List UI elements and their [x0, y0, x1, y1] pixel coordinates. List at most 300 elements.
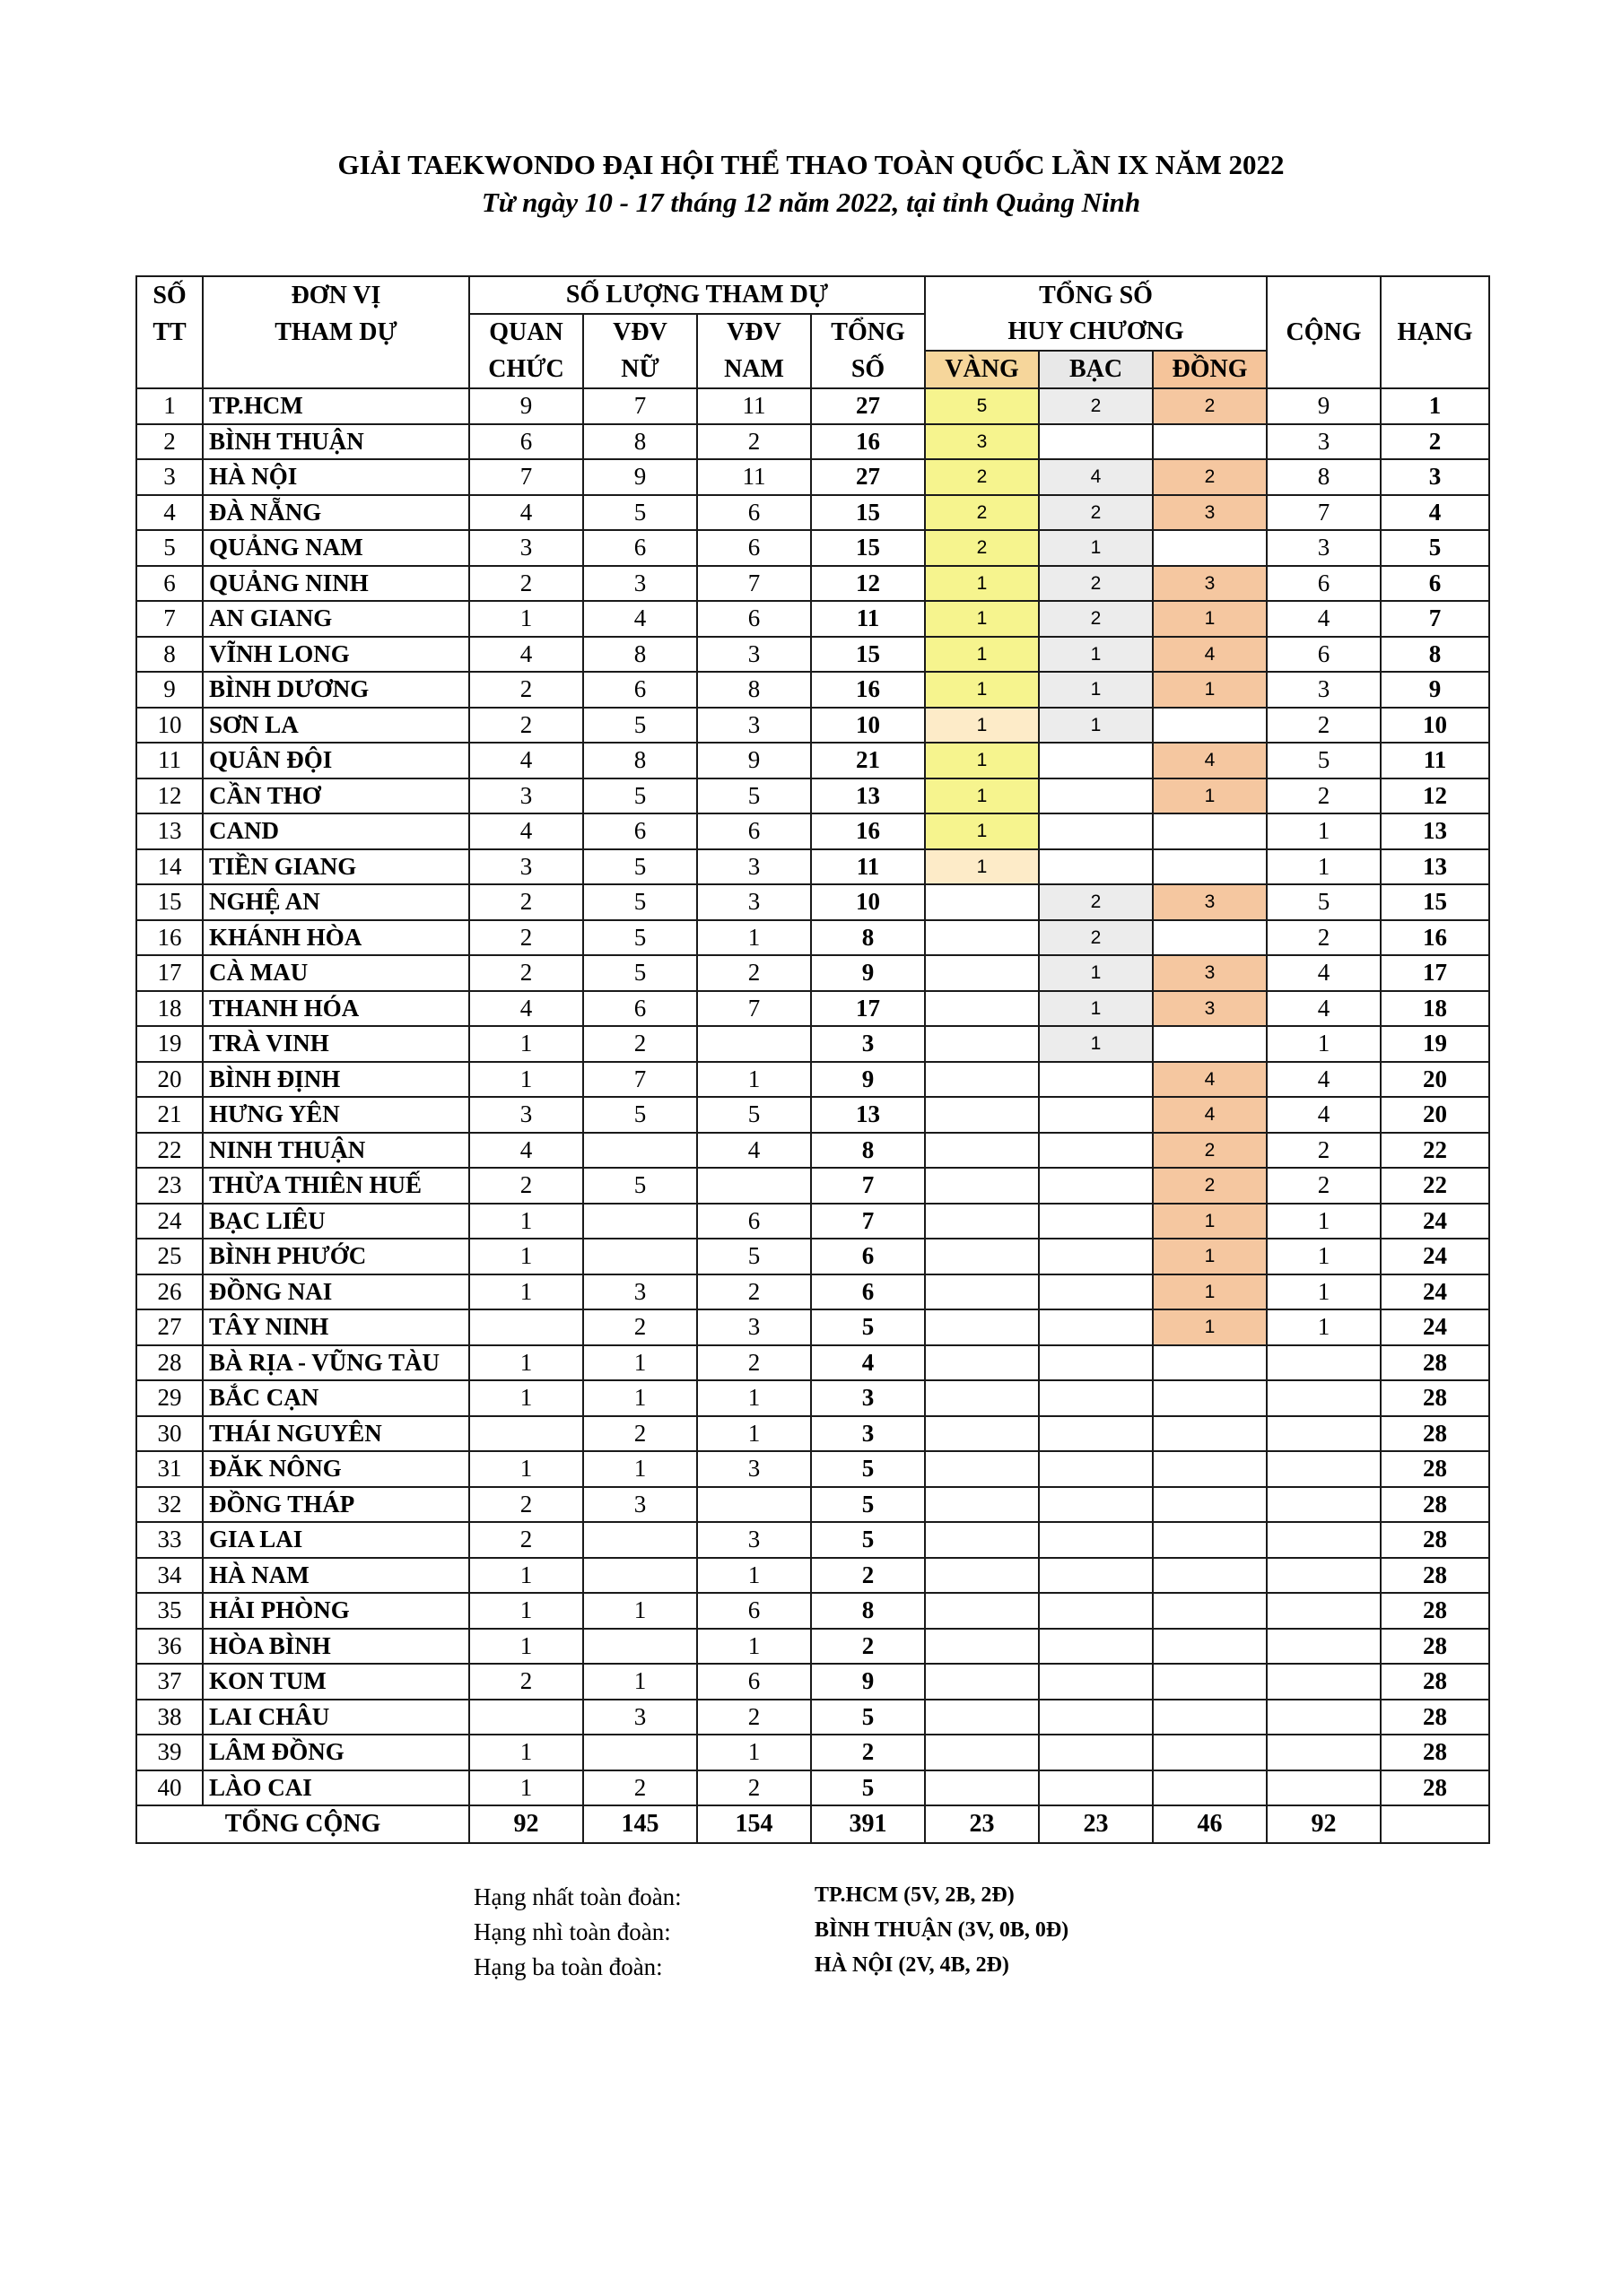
cell-sum [1267, 1345, 1381, 1381]
cell-female: 5 [583, 920, 697, 956]
cell-stt: 11 [136, 743, 203, 778]
cell-gold [925, 1239, 1039, 1274]
cell-female: 5 [583, 955, 697, 991]
cell-female: 5 [583, 708, 697, 744]
cell-total: 8 [811, 1133, 925, 1169]
cell-female: 8 [583, 424, 697, 460]
cell-sum: 2 [1267, 708, 1381, 744]
cell-male: 6 [697, 1593, 811, 1629]
cell-female [583, 1204, 697, 1239]
cell-rank: 24 [1381, 1274, 1489, 1310]
cell-officials: 2 [469, 566, 583, 602]
summary-first-value: TP.HCM (5V, 2B, 2Đ) [815, 1883, 1015, 1907]
cell-gold [925, 1345, 1039, 1381]
cell-bronze [1153, 1345, 1267, 1381]
cell-male: 6 [697, 495, 811, 531]
cell-bronze [1153, 1593, 1267, 1629]
cell-sum: 4 [1267, 1062, 1381, 1098]
cell-gold [925, 1380, 1039, 1416]
totals-sum: 92 [1267, 1805, 1381, 1843]
table-row [136, 566, 1489, 602]
cell-unit: TRÀ VINH [203, 1026, 469, 1062]
cell-gold [925, 1097, 1039, 1133]
cell-sum: 6 [1267, 566, 1381, 602]
table-row [136, 1700, 1489, 1735]
cell-female: 1 [583, 1345, 697, 1381]
cell-male: 6 [697, 1204, 811, 1239]
cell-female [583, 1735, 697, 1770]
cell-sum: 6 [1267, 637, 1381, 673]
table-row [136, 1558, 1489, 1594]
cell-stt: 32 [136, 1487, 203, 1523]
cell-rank: 2 [1381, 424, 1489, 460]
cell-unit: HƯNG YÊN [203, 1097, 469, 1133]
cell-total: 16 [811, 813, 925, 849]
cell-female: 3 [583, 566, 697, 602]
cell-rank: 28 [1381, 1522, 1489, 1558]
cell-male: 11 [697, 459, 811, 495]
cell-male: 3 [697, 637, 811, 673]
cell-bronze [1153, 1629, 1267, 1665]
table-row [136, 1487, 1489, 1523]
cell-unit: BẠC LIÊU [203, 1204, 469, 1239]
cell-gold [925, 1593, 1039, 1629]
cell-unit: QUẢNG NINH [203, 566, 469, 602]
cell-officials: 6 [469, 424, 583, 460]
cell-officials: 2 [469, 955, 583, 991]
cell-stt: 10 [136, 708, 203, 744]
cell-total: 13 [811, 1097, 925, 1133]
header-sum: CỘNG [1267, 314, 1381, 351]
header-stt-top: SỐ [136, 276, 203, 314]
cell-rank: 5 [1381, 530, 1489, 566]
cell-bronze: 3 [1153, 566, 1267, 602]
totals-rank [1381, 1805, 1489, 1843]
cell-stt: 21 [136, 1097, 203, 1133]
cell-bronze: 1 [1153, 1309, 1267, 1345]
cell-rank: 28 [1381, 1451, 1489, 1487]
cell-silver [1039, 1700, 1153, 1735]
cell-female: 5 [583, 884, 697, 920]
cell-sum: 1 [1267, 1274, 1381, 1310]
table-row [136, 495, 1489, 531]
cell-female [583, 1522, 697, 1558]
cell-unit: THÁI NGUYÊN [203, 1416, 469, 1452]
cell-unit: ĐỒNG NAI [203, 1274, 469, 1310]
cell-stt: 6 [136, 566, 203, 602]
cell-gold [925, 1629, 1039, 1665]
cell-total: 6 [811, 1274, 925, 1310]
summary-third-label: Hạng ba toàn đoàn: [474, 1953, 663, 1980]
table-row [136, 1133, 1489, 1169]
cell-gold [925, 1700, 1039, 1735]
table-row [136, 1062, 1489, 1098]
cell-bronze [1153, 424, 1267, 460]
cell-gold [925, 1451, 1039, 1487]
cell-silver: 1 [1039, 1026, 1153, 1062]
cell-sum: 9 [1267, 388, 1381, 424]
table-row [136, 1416, 1489, 1452]
cell-male: 11 [697, 388, 811, 424]
totals-silver: 23 [1039, 1805, 1153, 1843]
cell-total: 2 [811, 1558, 925, 1594]
cell-female [583, 1629, 697, 1665]
cell-male: 2 [697, 1700, 811, 1735]
table-row [136, 1593, 1489, 1629]
cell-silver [1039, 778, 1153, 814]
cell-female: 5 [583, 495, 697, 531]
cell-sum [1267, 1700, 1381, 1735]
cell-silver [1039, 1558, 1153, 1594]
totals-gold: 23 [925, 1805, 1039, 1843]
cell-rank: 24 [1381, 1204, 1489, 1239]
table-row [136, 849, 1489, 885]
cell-bronze: 4 [1153, 1097, 1267, 1133]
cell-female: 2 [583, 1770, 697, 1806]
cell-total: 15 [811, 637, 925, 673]
cell-officials: 1 [469, 601, 583, 637]
cell-stt: 7 [136, 601, 203, 637]
cell-bronze: 1 [1153, 1274, 1267, 1310]
cell-officials: 1 [469, 1735, 583, 1770]
cell-rank: 28 [1381, 1416, 1489, 1452]
table-row [136, 1345, 1489, 1381]
cell-rank: 7 [1381, 601, 1489, 637]
cell-rank: 28 [1381, 1629, 1489, 1665]
cell-total: 11 [811, 601, 925, 637]
header-unit-bottom: THAM DỰ [203, 314, 469, 351]
cell-bronze: 3 [1153, 884, 1267, 920]
cell-female: 2 [583, 1309, 697, 1345]
cell-total: 10 [811, 884, 925, 920]
cell-stt: 12 [136, 778, 203, 814]
cell-unit: THANH HÓA [203, 991, 469, 1027]
cell-stt: 25 [136, 1239, 203, 1274]
totals-row [136, 1805, 1489, 1843]
header-male-bottom: NAM [697, 351, 811, 388]
cell-silver [1039, 813, 1153, 849]
table-body [136, 388, 1489, 1805]
cell-gold: 3 [925, 424, 1039, 460]
cell-total: 21 [811, 743, 925, 778]
cell-stt: 4 [136, 495, 203, 531]
cell-bronze: 3 [1153, 955, 1267, 991]
cell-unit: LÂM ĐỒNG [203, 1735, 469, 1770]
cell-rank: 28 [1381, 1558, 1489, 1594]
cell-rank: 11 [1381, 743, 1489, 778]
cell-silver [1039, 1593, 1153, 1629]
cell-female: 4 [583, 601, 697, 637]
cell-total: 15 [811, 495, 925, 531]
cell-gold: 2 [925, 495, 1039, 531]
cell-unit: QUÂN ĐỘI [203, 743, 469, 778]
cell-sum: 3 [1267, 424, 1381, 460]
cell-stt: 36 [136, 1629, 203, 1665]
cell-silver [1039, 1735, 1153, 1770]
cell-gold [925, 1133, 1039, 1169]
header-medals-bottom: HUY CHƯƠNG [925, 314, 1267, 351]
cell-rank: 22 [1381, 1133, 1489, 1169]
table-row [136, 1770, 1489, 1806]
cell-bronze [1153, 1026, 1267, 1062]
summary-first [0, 1883, 1622, 1919]
cell-officials: 2 [469, 708, 583, 744]
cell-gold [925, 1522, 1039, 1558]
cell-total: 16 [811, 672, 925, 708]
cell-rank: 1 [1381, 388, 1489, 424]
cell-rank: 10 [1381, 708, 1489, 744]
cell-unit: CAND [203, 813, 469, 849]
cell-stt: 18 [136, 991, 203, 1027]
cell-male: 1 [697, 1380, 811, 1416]
cell-rank: 24 [1381, 1309, 1489, 1345]
cell-rank: 20 [1381, 1062, 1489, 1098]
cell-silver [1039, 1522, 1153, 1558]
cell-officials: 4 [469, 495, 583, 531]
summary-first-label: Hạng nhất toàn đoàn: [474, 1883, 682, 1910]
cell-bronze: 2 [1153, 388, 1267, 424]
cell-rank: 28 [1381, 1380, 1489, 1416]
cell-gold [925, 955, 1039, 991]
cell-silver: 1 [1039, 637, 1153, 673]
cell-rank: 28 [1381, 1487, 1489, 1523]
cell-silver [1039, 1380, 1153, 1416]
cell-male [697, 1487, 811, 1523]
cell-total: 3 [811, 1026, 925, 1062]
cell-officials: 1 [469, 1239, 583, 1274]
cell-gold [925, 1204, 1039, 1239]
cell-total: 5 [811, 1700, 925, 1735]
summary-second-label: Hạng nhì toàn đoàn: [474, 1918, 671, 1945]
cell-stt: 35 [136, 1593, 203, 1629]
cell-rank: 22 [1381, 1168, 1489, 1204]
cell-stt: 22 [136, 1133, 203, 1169]
cell-officials: 1 [469, 1593, 583, 1629]
cell-gold [925, 1026, 1039, 1062]
cell-sum [1267, 1522, 1381, 1558]
cell-bronze: 4 [1153, 743, 1267, 778]
cell-silver: 2 [1039, 601, 1153, 637]
cell-female: 8 [583, 637, 697, 673]
summary-third-value: HÀ NỘI (2V, 4B, 2Đ) [815, 1953, 1009, 1977]
table-row [136, 1168, 1489, 1204]
cell-total: 7 [811, 1168, 925, 1204]
table-row [136, 884, 1489, 920]
header-silver: BẠC [1039, 351, 1153, 388]
cell-unit: BÌNH ĐỊNH [203, 1062, 469, 1098]
cell-bronze: 1 [1153, 601, 1267, 637]
cell-unit: HÀ NỘI [203, 459, 469, 495]
cell-silver: 2 [1039, 566, 1153, 602]
cell-sum: 2 [1267, 778, 1381, 814]
cell-female: 6 [583, 991, 697, 1027]
cell-gold: 1 [925, 778, 1039, 814]
cell-male: 6 [697, 601, 811, 637]
summary-second-value: BÌNH THUẬN (3V, 0B, 0Đ) [815, 1918, 1069, 1942]
cell-total: 9 [811, 955, 925, 991]
cell-bronze: 1 [1153, 672, 1267, 708]
cell-female: 1 [583, 1380, 697, 1416]
cell-gold: 1 [925, 708, 1039, 744]
cell-unit: TÂY NINH [203, 1309, 469, 1345]
cell-stt: 33 [136, 1522, 203, 1558]
cell-bronze: 4 [1153, 637, 1267, 673]
cell-unit: VĨNH LONG [203, 637, 469, 673]
cell-female: 9 [583, 459, 697, 495]
cell-total: 17 [811, 991, 925, 1027]
cell-officials: 1 [469, 1274, 583, 1310]
cell-bronze [1153, 813, 1267, 849]
cell-silver [1039, 1770, 1153, 1806]
cell-officials: 1 [469, 1204, 583, 1239]
table-row [136, 778, 1489, 814]
cell-silver: 1 [1039, 955, 1153, 991]
cell-stt: 1 [136, 388, 203, 424]
cell-silver [1039, 849, 1153, 885]
cell-officials: 3 [469, 530, 583, 566]
cell-bronze [1153, 849, 1267, 885]
header-sum-top [1267, 276, 1381, 314]
cell-gold: 1 [925, 566, 1039, 602]
cell-rank: 28 [1381, 1664, 1489, 1700]
cell-stt: 17 [136, 955, 203, 991]
cell-total: 5 [811, 1770, 925, 1806]
cell-sum [1267, 1664, 1381, 1700]
totals-officials: 92 [469, 1805, 583, 1843]
cell-male: 1 [697, 1558, 811, 1594]
cell-total: 8 [811, 1593, 925, 1629]
cell-rank: 4 [1381, 495, 1489, 531]
cell-stt: 16 [136, 920, 203, 956]
cell-stt: 37 [136, 1664, 203, 1700]
cell-bronze [1153, 1416, 1267, 1452]
cell-sum [1267, 1451, 1381, 1487]
header-female-bottom: NỮ [583, 351, 697, 388]
cell-officials: 9 [469, 388, 583, 424]
table-row [136, 920, 1489, 956]
table-row [136, 708, 1489, 744]
cell-sum: 1 [1267, 1026, 1381, 1062]
cell-unit: NGHỆ AN [203, 884, 469, 920]
table-row [136, 991, 1489, 1027]
cell-male: 4 [697, 1133, 811, 1169]
table-row [136, 1380, 1489, 1416]
cell-female: 2 [583, 1026, 697, 1062]
table-row [136, 955, 1489, 991]
cell-silver: 4 [1039, 459, 1153, 495]
cell-officials: 1 [469, 1770, 583, 1806]
cell-gold [925, 920, 1039, 956]
cell-officials: 2 [469, 1487, 583, 1523]
cell-male: 1 [697, 1735, 811, 1770]
cell-sum: 5 [1267, 743, 1381, 778]
cell-unit: BÌNH DƯƠNG [203, 672, 469, 708]
table-row [136, 813, 1489, 849]
cell-stt: 29 [136, 1380, 203, 1416]
cell-female: 6 [583, 813, 697, 849]
cell-stt: 38 [136, 1700, 203, 1735]
cell-sum [1267, 1416, 1381, 1452]
table-row [136, 1664, 1489, 1700]
cell-bronze [1153, 1522, 1267, 1558]
table-row [136, 530, 1489, 566]
cell-officials: 7 [469, 459, 583, 495]
cell-male: 5 [697, 1097, 811, 1133]
totals-male: 154 [697, 1805, 811, 1843]
cell-rank: 19 [1381, 1026, 1489, 1062]
cell-female: 1 [583, 1593, 697, 1629]
cell-silver [1039, 424, 1153, 460]
cell-male: 2 [697, 1345, 811, 1381]
cell-sum: 2 [1267, 1168, 1381, 1204]
table-row [136, 388, 1489, 424]
cell-sum [1267, 1770, 1381, 1806]
cell-silver [1039, 1274, 1153, 1310]
table-header [136, 276, 1489, 388]
totals-bronze: 46 [1153, 1805, 1267, 1843]
cell-unit: ĐĂK NÔNG [203, 1451, 469, 1487]
table-row [136, 1629, 1489, 1665]
cell-unit: THỪA THIÊN HUẾ [203, 1168, 469, 1204]
cell-silver [1039, 1416, 1153, 1452]
cell-female: 5 [583, 1097, 697, 1133]
cell-male: 6 [697, 530, 811, 566]
cell-rank: 28 [1381, 1593, 1489, 1629]
cell-sum: 4 [1267, 955, 1381, 991]
cell-bronze [1153, 1735, 1267, 1770]
table-row [136, 1451, 1489, 1487]
cell-silver [1039, 1629, 1153, 1665]
cell-silver: 2 [1039, 884, 1153, 920]
cell-stt: 31 [136, 1451, 203, 1487]
table-row [136, 601, 1489, 637]
cell-officials: 1 [469, 1345, 583, 1381]
cell-bronze: 3 [1153, 991, 1267, 1027]
cell-officials: 4 [469, 1133, 583, 1169]
cell-sum [1267, 1593, 1381, 1629]
cell-male [697, 1026, 811, 1062]
cell-rank: 28 [1381, 1700, 1489, 1735]
cell-unit: QUẢNG NAM [203, 530, 469, 566]
summary-second [0, 1918, 1622, 1954]
cell-officials: 1 [469, 1380, 583, 1416]
cell-officials: 3 [469, 849, 583, 885]
cell-silver [1039, 1133, 1153, 1169]
cell-gold [925, 1558, 1039, 1594]
cell-total: 16 [811, 424, 925, 460]
cell-bronze [1153, 708, 1267, 744]
cell-male: 1 [697, 1629, 811, 1665]
cell-gold [925, 1487, 1039, 1523]
cell-stt: 24 [136, 1204, 203, 1239]
cell-unit: CÀ MAU [203, 955, 469, 991]
cell-gold: 1 [925, 637, 1039, 673]
cell-female: 5 [583, 778, 697, 814]
cell-officials: 1 [469, 1451, 583, 1487]
cell-female: 7 [583, 388, 697, 424]
header-total-bottom: SỐ [811, 351, 925, 388]
cell-gold [925, 1770, 1039, 1806]
cell-unit: SƠN LA [203, 708, 469, 744]
table-row [136, 1274, 1489, 1310]
totals-total: 391 [811, 1805, 925, 1843]
cell-silver [1039, 1168, 1153, 1204]
cell-bronze [1153, 1770, 1267, 1806]
cell-bronze: 1 [1153, 778, 1267, 814]
cell-rank: 13 [1381, 849, 1489, 885]
cell-unit: CẦN THƠ [203, 778, 469, 814]
cell-total: 15 [811, 530, 925, 566]
